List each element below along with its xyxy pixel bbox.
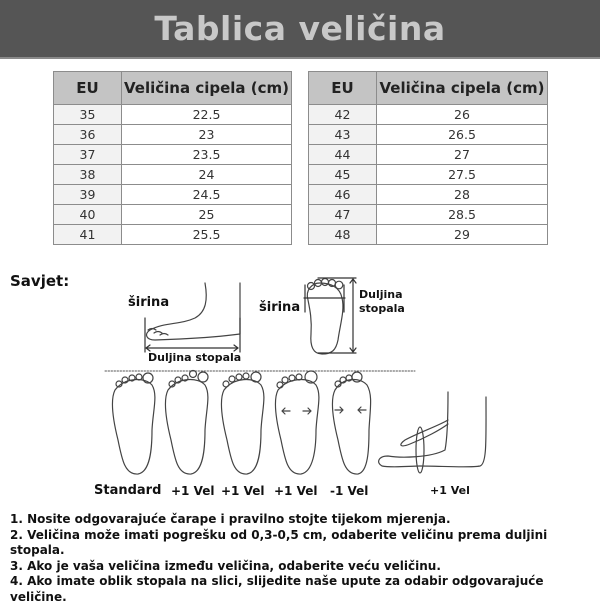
- eu-size: 43: [309, 125, 377, 145]
- foot-narrow-icon: [332, 372, 370, 474]
- eu-size: 44: [309, 145, 377, 165]
- foot-length-cm: 24.5: [122, 185, 292, 205]
- foot-standard-icon: [112, 373, 154, 474]
- eu-size: 35: [54, 105, 122, 125]
- foot-long-second-toe-icon: [165, 371, 208, 475]
- column-header-shoe-size: Veličina cipela (cm): [122, 72, 292, 105]
- foot-length-cm: 27: [377, 145, 548, 165]
- top-foot-icon: [304, 278, 356, 354]
- note-item: 1. Nosite odgovarajuće čarape i pravilno stojte tijekom mjerenja.: [10, 512, 451, 526]
- page-title: Tablica veličina: [154, 9, 446, 48]
- eu-size: 37: [54, 145, 122, 165]
- column-header-eu: EU: [54, 72, 122, 105]
- foot-length-cm: 23: [122, 125, 292, 145]
- side-length-label: Duljina stopala: [148, 351, 242, 364]
- foot-even-toes-icon: [221, 372, 263, 474]
- note-item: 4. Ako imate oblik stopala na slici, slijedite naše upute za odabir odgovarajuće veličine.: [10, 574, 544, 604]
- eu-size: 40: [54, 205, 122, 225]
- foot-type-label: Standard: [94, 483, 162, 498]
- eu-size: 38: [54, 165, 122, 185]
- eu-size: 41: [54, 225, 122, 245]
- foot-length-cm: 25.5: [122, 225, 292, 245]
- foot-type-label: +1 Vel: [221, 484, 265, 498]
- foot-type-label: +1 Vel: [171, 484, 215, 498]
- foot-high-instep-icon: [379, 392, 486, 473]
- eu-size: 48: [309, 225, 377, 245]
- column-header-shoe-size: Veličina cipela (cm): [377, 72, 548, 105]
- foot-length-cm: 28: [377, 185, 548, 205]
- foot-type-label: +1 Vel: [430, 484, 470, 497]
- foot-length-cm: 23.5: [122, 145, 292, 165]
- eu-size: 46: [309, 185, 377, 205]
- side-width-label: širina: [128, 295, 170, 310]
- foot-length-cm: 29: [377, 225, 548, 245]
- foot-type-label: -1 Vel: [330, 484, 369, 498]
- eu-size: 39: [54, 185, 122, 205]
- tips-heading: Savjet:: [10, 272, 70, 290]
- top-width-label: širina: [259, 300, 301, 315]
- note-item: 2. Veličina može imati pogrešku od 0,3-0,5 cm, odaberite veličinu prema duljini stopala.: [10, 527, 548, 557]
- eu-size: 42: [309, 105, 377, 125]
- foot-length-cm: 27.5: [377, 165, 548, 185]
- foot-length-cm: 26: [377, 105, 548, 125]
- foot-type-label: +1 Vel: [274, 484, 318, 498]
- foot-wide-icon: [275, 371, 318, 474]
- foot-length-cm: 24: [122, 165, 292, 185]
- eu-size: 36: [54, 125, 122, 145]
- note-item: 3. Ako je vaša veličina između veličina, odaberite veću veličinu.: [10, 558, 441, 573]
- top-length-label: Duljina stopala: [359, 288, 405, 315]
- measurement-notes: [10, 512, 595, 605]
- foot-length-cm: 28.5: [377, 205, 548, 225]
- foot-length-cm: 26.5: [377, 125, 548, 145]
- foot-length-cm: 25: [122, 205, 292, 225]
- column-header-eu: EU: [309, 72, 377, 105]
- foot-length-cm: 22.5: [122, 105, 292, 125]
- side-foot-icon: [145, 283, 240, 352]
- eu-size: 45: [309, 165, 377, 185]
- eu-size: 47: [309, 205, 377, 225]
